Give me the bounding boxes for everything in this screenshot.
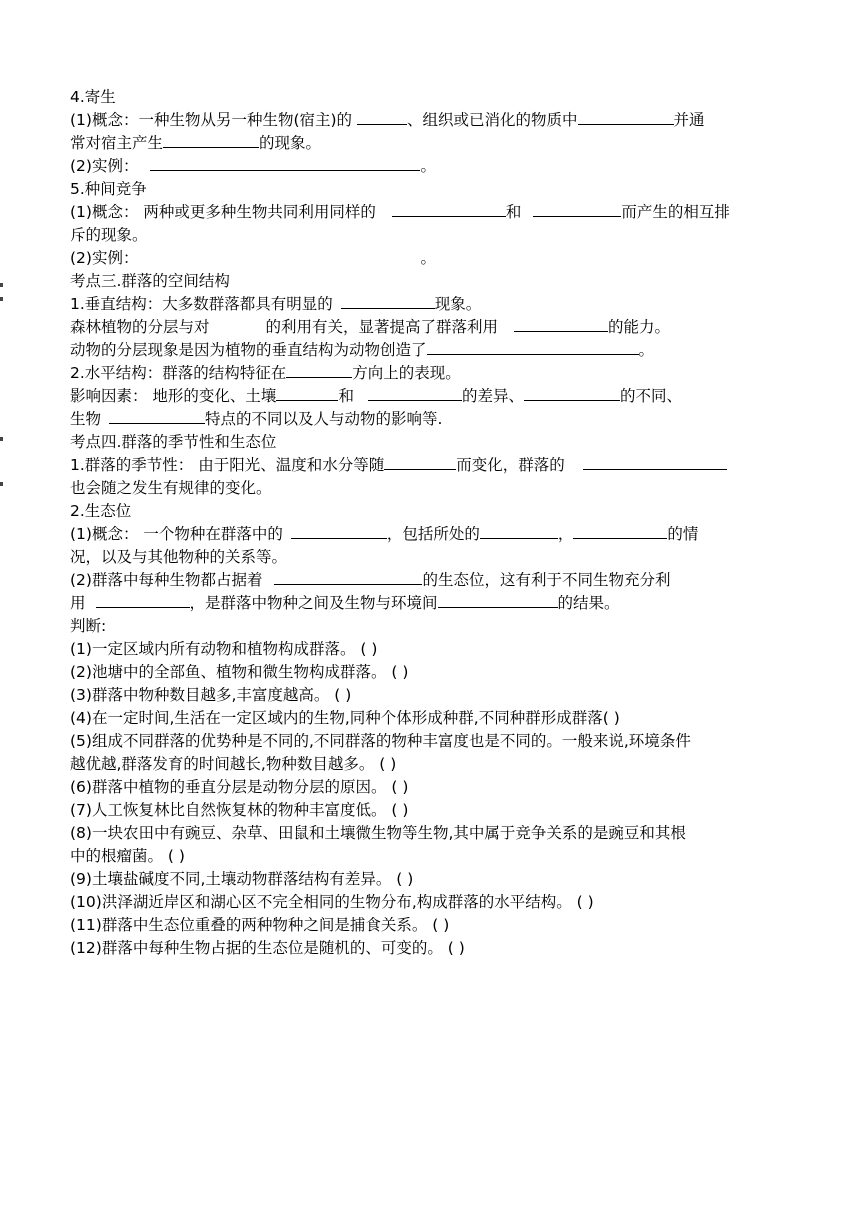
fill-blank[interactable] — [573, 523, 667, 539]
margin-mark — [0, 482, 3, 486]
parasitism-example: (2)实例： 。 — [70, 157, 436, 175]
fill-blank[interactable] — [109, 408, 205, 424]
judgment-heading: 判断: — [70, 617, 107, 635]
fill-blank[interactable] — [291, 523, 387, 539]
fill-blank[interactable] — [163, 132, 259, 148]
worksheet-page — [70, 86, 810, 960]
fill-blank[interactable] — [286, 362, 352, 378]
niche-occupy-line: (2)群落中每种生物都占据着 的生态位，这有利于不同生物充分利 — [70, 571, 671, 589]
fill-blank[interactable] — [357, 109, 407, 125]
fill-blank[interactable] — [578, 109, 674, 125]
fill-blank[interactable] — [276, 385, 338, 401]
margin-mark — [0, 297, 3, 301]
competition-concept-line1: (1)概念： 两种或更多种生物共同利用同样的 和 而产生的相互排 — [70, 203, 730, 221]
horizontal-structure-line: 2.水平结构：群落的结构特征在 方向上的表现。 — [70, 364, 461, 382]
section-heading-competition: 5.种间竞争 — [70, 180, 147, 198]
judgment-item: (9)土壤盐碱度不同,土壤动物群落结构有差异。 ( ) — [70, 870, 414, 888]
fill-blank[interactable] — [150, 155, 420, 171]
parasitism-concept-line2: 常对宿主产生 的现象。 — [70, 134, 322, 152]
judgment-item: (6)群落中植物的垂直分层是动物分层的原因。 ( ) — [70, 778, 409, 796]
fill-blank[interactable] — [533, 201, 621, 217]
competition-concept-line2: 斥的现象。 — [70, 226, 148, 244]
fill-blank[interactable] — [96, 592, 190, 608]
judgment-item: (2)池塘中的全部鱼、植物和微生物构成群落。 ( ) — [70, 663, 409, 681]
fill-blank[interactable] — [583, 454, 727, 470]
section-heading-spatial-structure: 考点三.群落的空间结构 — [70, 272, 230, 290]
seasonality-line2: 也会随之发生有规律的变化。 — [70, 479, 272, 497]
judgment-item: (5)组成不同群落的优势种是不同的,不同群落的物种丰富度也是不同的。一般来说,环境条件 — [70, 732, 691, 750]
judgment-item: 越优越,群落发育的时间越长,物种数目越多。 ( ) — [70, 755, 397, 773]
judgment-item: (10)洪泽湖近岸区和湖心区不完全相同的生物分布,构成群落的水平结构。 ( ) — [70, 893, 594, 911]
forest-layering-line: 森林植物的分层与对 的利用有关，显著提高了群落利用 的能力。 — [70, 318, 671, 336]
fill-blank[interactable] — [514, 316, 608, 332]
judgment-item: 中的根瘤菌。 ( ) — [70, 847, 185, 865]
fill-blank[interactable] — [368, 385, 462, 401]
judgment-item: (1)一定区域内所有动物和植物构成群落。 ( ) — [70, 640, 378, 658]
niche-heading: 2.生态位 — [70, 502, 132, 520]
niche-concept-line2: 况，以及与其他物种的关系等。 — [70, 548, 288, 566]
animal-layering-line: 动物的分层现象是因为植物的垂直结构为动物创造了 。 — [70, 341, 655, 359]
judgment-item: (11)群落中生态位重叠的两种物种之间是捕食关系。 ( ) — [70, 916, 450, 934]
influencing-factors-line1: 影响因素： 地形的变化、土壤 和 的差异、 的不同、 — [70, 387, 682, 405]
parasitism-concept-line1: (1)概念：一种生物从另一种生物(宿主)的 、组织或已消化的物质中 并通 — [70, 111, 705, 129]
judgment-item: (8)一块农田中有豌豆、杂草、田鼠和土壤微生物等生物,其中属于竞争关系的是豌豆和其根 — [70, 824, 686, 842]
fill-blank[interactable] — [384, 454, 456, 470]
fill-blank[interactable] — [438, 592, 558, 608]
section-heading-seasonality-niche: 考点四.群落的季节性和生态位 — [70, 433, 277, 451]
judgment-item: (12)群落中每种生物占据的生态位是随机的、可变的。 ( ) — [70, 939, 465, 957]
seasonality-line1: 1.群落的季节性： 由于阳光、温度和水分等随 而变化，群落的 — [70, 454, 810, 477]
fill-blank[interactable] — [341, 293, 435, 309]
fill-blank[interactable] — [392, 201, 506, 217]
judgment-item: (4)在一定时间,生活在一定区域内的生物,同种个体形成种群,不同种群形成群落( ) — [70, 709, 620, 727]
judgment-item: (3)群落中物种数目越多,丰富度越高。 ( ) — [70, 686, 352, 704]
niche-use-line: 用 ，是群落中物种之间及生物与环境间 的结果。 — [70, 594, 620, 612]
niche-concept-line1: (1)概念： 一个物种在群落中的 ，包括所处的 ， 的情 — [70, 525, 699, 543]
influencing-factors-line2: 生物 特点的不同以及人与动物的影响等. — [70, 410, 443, 428]
judgment-item: (7)人工恢复林比自然恢复林的物种丰富度低。 ( ) — [70, 801, 409, 819]
fill-blank[interactable] — [480, 523, 558, 539]
margin-mark — [0, 437, 3, 441]
margin-mark — [0, 283, 3, 287]
vertical-structure-line: 1.垂直结构：大多数群落都具有明显的 现象。 — [70, 295, 482, 313]
fill-blank[interactable] — [427, 339, 639, 355]
fill-blank[interactable] — [524, 385, 620, 401]
competition-example: (2)实例： 。 — [70, 249, 436, 267]
section-heading-parasitism: 4.寄生 — [70, 88, 116, 106]
fill-blank[interactable] — [274, 569, 422, 585]
